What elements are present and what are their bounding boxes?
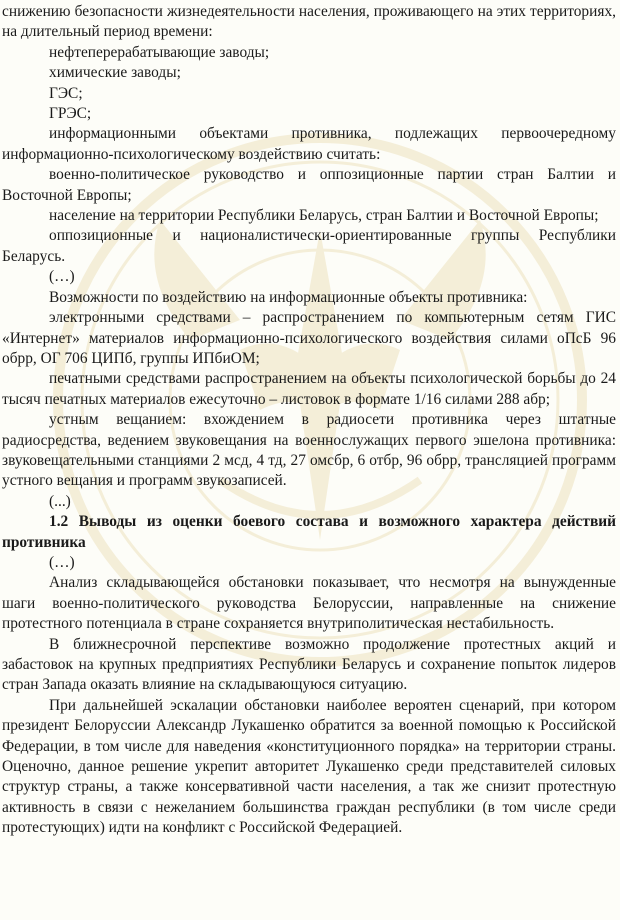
paragraph: Анализ складывающейся обстановки показывает, что несмотря на вынужденные шаги военно-политического руководства Белоруссии, направленные на снижение протестного потенциала в стране сохраняется внутриполитическая нестабильность. <box>2 574 616 633</box>
paragraph: В ближнесрочной перспективе возможно продолжение протестных акций и забастовок на крупных предприятиях Республики Беларусь и сохранение попыток лидеров стран Запада оказать влияние на складывающуюся ситуацию. <box>2 635 616 694</box>
paragraph: информационными объектами противника, подлежащих первоочередному информационно-психологическому воздействию считать: <box>2 125 616 163</box>
list-item: ГЭС; <box>49 84 83 102</box>
list-item: нефтеперерабатывающие заводы; <box>49 43 270 61</box>
list-item: печатными средствами распространением на объекты психологической борьбы до 24 тысяч печатных материалов ежесуточно – листовок в формате 1/16 силами 288 абр; <box>2 370 616 408</box>
ellipsis-marker: (...) <box>49 492 71 510</box>
paragraph: Возможности по воздействию на информационные объекты противника: <box>49 288 528 306</box>
list-item: устным вещанием: вхождением в радиосети противника через штатные радиосредства, ведением звуковещания на военнослужащих первого эшелона противника: звуковещательными станциями 2 мсд, 4 тд, 27 омсбр, 6 отбр, 96 обрр, трансляцией программ устного вещания и программ звукозаписей. <box>2 411 616 490</box>
list-item: оппозиционные и националистически-ориентированные группы Республики Беларусь. <box>2 227 616 265</box>
list-item: химические заводы; <box>49 64 181 82</box>
ellipsis-marker: (…) <box>49 553 75 571</box>
list-item: электронными средствами – распространением по компьютерным сетям ГИС «Интернет» материалов информационно-психологического воздействия силами оПсБ 96 обрр, ОГ 706 ЦИПб, группы ИПбиОМ; <box>2 309 616 367</box>
ellipsis-marker: (…) <box>49 268 75 286</box>
paragraph: снижению безопасности жизнедеятельности населения, проживающего на этих территориях, на длительный период времени: <box>2 3 616 41</box>
paragraph: При дальнейшей эскалации обстановки наиболее вероятен сценарий, при котором президент Белоруссии Александр Лукашенко обратится за военной помощью к Российской Федерации, в том числе для наведения «конституционного порядка» на территории страны. Оценочно, данное решение укрепит авторитет Лукашенко среди представителей силовых структур страны, а также консервативной части населения, а так же снизит протестную активность в связи с нежеланием большинства граждан республики (в том числе среди протестующих) идти на конфликт с Российской Федерацией. <box>2 696 616 837</box>
section-heading: 1.2 Выводы из оценки боевого состава и возможного характера действий противника <box>2 513 616 551</box>
list-item: ГРЭС; <box>49 105 92 123</box>
list-item: военно-политическое руководство и оппозиционные партии стран Балтии и Восточной Европы; <box>2 166 616 204</box>
list-item: население на территории Республики Беларусь, стран Балтии и Восточной Европы; <box>49 207 599 225</box>
